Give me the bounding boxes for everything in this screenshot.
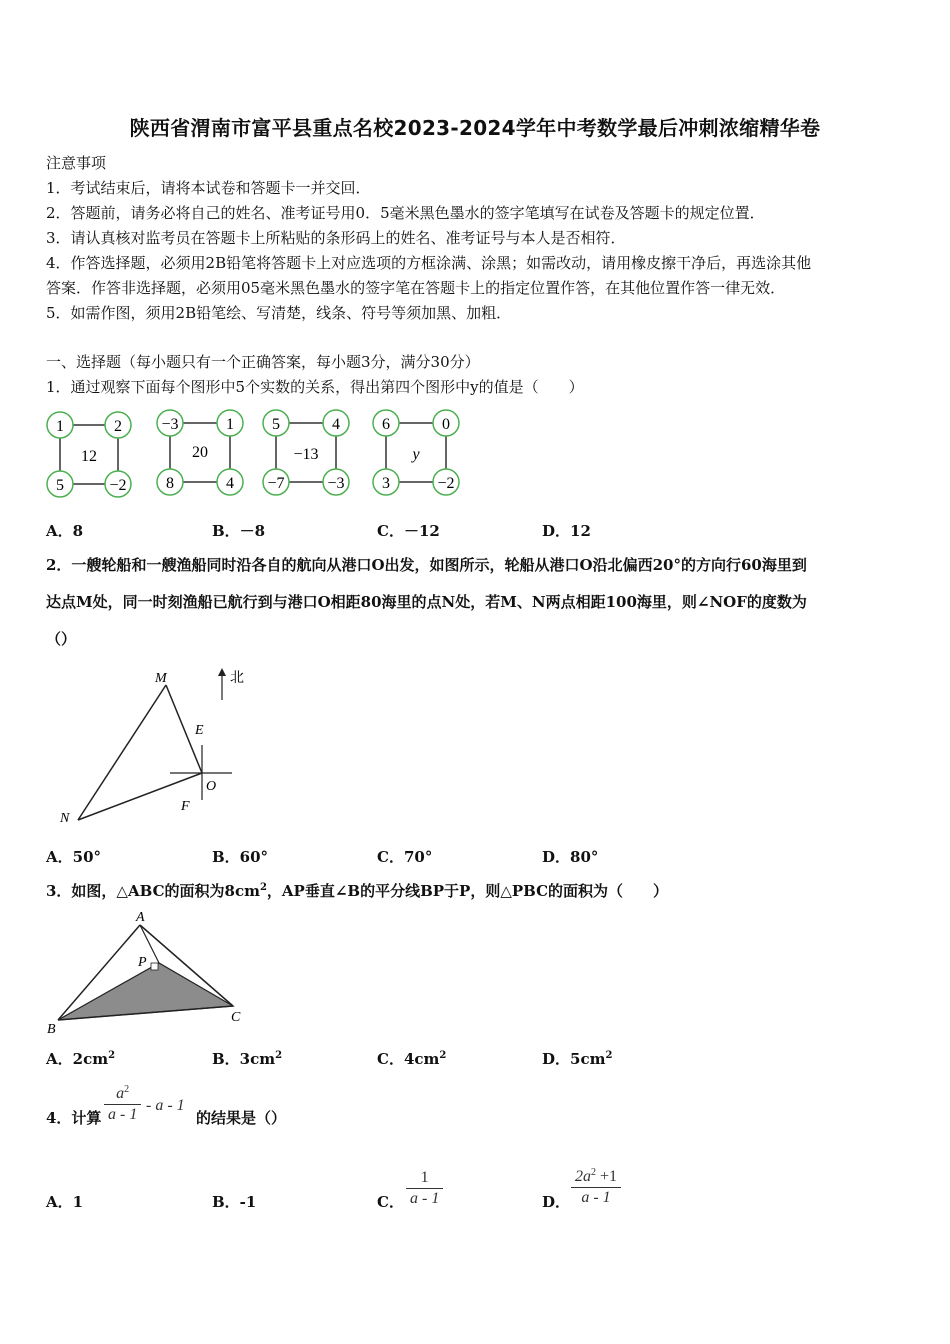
q1-option-b: B．－8 — [212, 522, 266, 540]
q4-option-d-label: D． — [542, 1193, 571, 1211]
fig1-tl: 1 — [56, 418, 64, 435]
q4-prefix: 4．计算 — [46, 1109, 102, 1127]
fig2-br: 4 — [226, 475, 234, 492]
q4-option-a: A．1 — [46, 1193, 84, 1211]
page-title: 陕西省渭南市富平县重点名校2023-2024学年中考数学最后冲刺浓缩精华卷 — [129, 116, 821, 140]
fig3-bl: −7 — [267, 475, 285, 492]
q3-option-a: A．$2cm^2$ — [46, 1050, 116, 1068]
q2-option-d: D．80° — [542, 848, 599, 866]
q3-shaded-triangle — [58, 963, 233, 1020]
fig2-tl: −3 — [161, 416, 179, 433]
q2-stem-line1: 2．一艘轮船和一艘渔船同时沿各自的航向从港口O出发，如图所示，轮船从港口O沿北偏西20°的方向行60海里到 — [46, 556, 807, 574]
notice-item-5: 5．如需作图，须用2B铅笔绘、写清楚，线条、符号等须加黑、加粗． — [46, 304, 512, 322]
q3-label-b: B — [47, 1022, 56, 1035]
notice-heading: 注意事项 — [46, 154, 107, 172]
q3-option-d: D．$5cm^2$ — [542, 1050, 613, 1068]
q4-frac-den: a - 1 — [104, 1104, 141, 1124]
fig4-tr: 0 — [442, 416, 450, 433]
q3-stem-sup: 2 — [259, 882, 267, 893]
fig4-center: y — [412, 446, 420, 463]
notice-item-4-cont: 答案．作答非选择题，必须用05毫米黑色墨水的签字笔在答题卡上的指定位置作答，在其他位置作答一律无效． — [46, 279, 786, 297]
q4-option-b: B．-1 — [212, 1193, 257, 1211]
q4-minus-term: - a - 1 — [146, 1097, 185, 1114]
q2-option-a: A．50° — [46, 848, 102, 866]
fig4-br: −2 — [437, 475, 455, 492]
q3-label-p: P — [138, 955, 147, 970]
q4-suffix: 的结果是（） — [196, 1109, 287, 1127]
notice-item-4: 4．作答选择题，必须用2B铅笔将答题卡上对应选项的方框涂满、涂黑；如需改动，请用橡皮擦干净后，再选涂其他 — [46, 254, 812, 272]
q3-stem-b: ，AP垂直∠B的平分线BP于P，则△PBC的面积为（ ） — [266, 882, 669, 900]
q1-stem: 1．通过观察下面每个图形中5个实数的关系，得出第四个图形中y的值是（ ） — [46, 378, 584, 396]
q1-figure-2 — [157, 410, 243, 495]
notice-item-2: 2．答题前，请务必将自己的姓名、准考证号用0．5毫米黑色墨水的签字笔填写在试卷及答题卡的规定位置． — [46, 204, 765, 222]
q2-label-o: O — [206, 779, 217, 794]
q2-option-b: B．60° — [212, 848, 269, 866]
q4-frac-num: $a^2$ — [116, 1084, 130, 1102]
fig1-bl: 5 — [56, 477, 64, 494]
fig3-tr: 4 — [332, 416, 340, 433]
q2-stem-line2: 达点M处，同一时刻渔船已航行到与港口O相距80海里的点N处，若M、N两点相距100海里，则∠NOF的度数为 — [46, 593, 807, 611]
q3-option-c: C．$4cm^2$ — [377, 1050, 447, 1068]
notice-item-1: 1．考试结束后，请将本试卷和答题卡一并交回． — [46, 179, 371, 197]
q4-option-c-fraction: $\frac{1}{a - 1}$ — [406, 1169, 443, 1208]
fig3-tl: 5 — [272, 416, 280, 433]
fig2-tr: 1 — [226, 416, 234, 433]
q4-fraction — [104, 1084, 141, 1124]
q2-stem-line3: （） — [46, 630, 77, 648]
q3-right-angle-icon — [151, 963, 158, 970]
q1-figure-3 — [263, 410, 349, 495]
q1-option-c: C．－12 — [377, 522, 440, 540]
q1-option-a: A．8 — [46, 522, 84, 540]
fig2-center: 20 — [192, 444, 208, 461]
q2-line-nm — [78, 685, 166, 820]
q1-figures — [40, 405, 480, 505]
q2-label-north: 北 — [230, 671, 244, 686]
fig4-tl: 6 — [382, 416, 390, 433]
fig4-bl: 3 — [382, 475, 390, 492]
q2-figure — [50, 660, 270, 835]
q3-label-c: C — [231, 1010, 241, 1025]
q3-label-a: A — [136, 910, 145, 925]
q3-stem — [46, 880, 668, 901]
q2-label-m: M — [155, 671, 167, 686]
q1-figure-4 — [373, 410, 459, 495]
q2-label-n: N — [60, 811, 70, 826]
section-heading: 一、选择题（每小题只有一个正确答案，每小题3分，满分30分） — [46, 353, 480, 371]
notice-item-3: 3．请认真核对监考员在答题卡上所粘贴的条形码上的姓名、准考证号与本人是否相符． — [46, 229, 626, 247]
north-arrowhead-icon — [218, 668, 226, 676]
q2-option-c: C．70° — [377, 848, 433, 866]
fig2-bl: 8 — [166, 475, 174, 492]
q3-stem-a: 3．如图，△ABC的面积为8cm — [46, 882, 260, 900]
fig1-br: −2 — [109, 477, 127, 494]
fig1-center: 12 — [81, 448, 97, 465]
q2-label-f: F — [181, 799, 190, 814]
fig3-center: −13 — [293, 446, 319, 463]
fig1-tr: 2 — [114, 418, 122, 435]
q2-label-e: E — [195, 723, 204, 738]
q4-option-c-label: C． — [377, 1193, 404, 1211]
q3-option-b: B．$3cm^2$ — [212, 1050, 283, 1068]
q1-option-d: D．12 — [542, 522, 591, 540]
q4-option-d-fraction: $\frac{2a^2 +1}{a - 1}$ — [571, 1167, 621, 1207]
fig3-br: −3 — [327, 475, 345, 492]
q1-figure-1 — [47, 412, 131, 497]
q3-figure — [40, 905, 260, 1035]
